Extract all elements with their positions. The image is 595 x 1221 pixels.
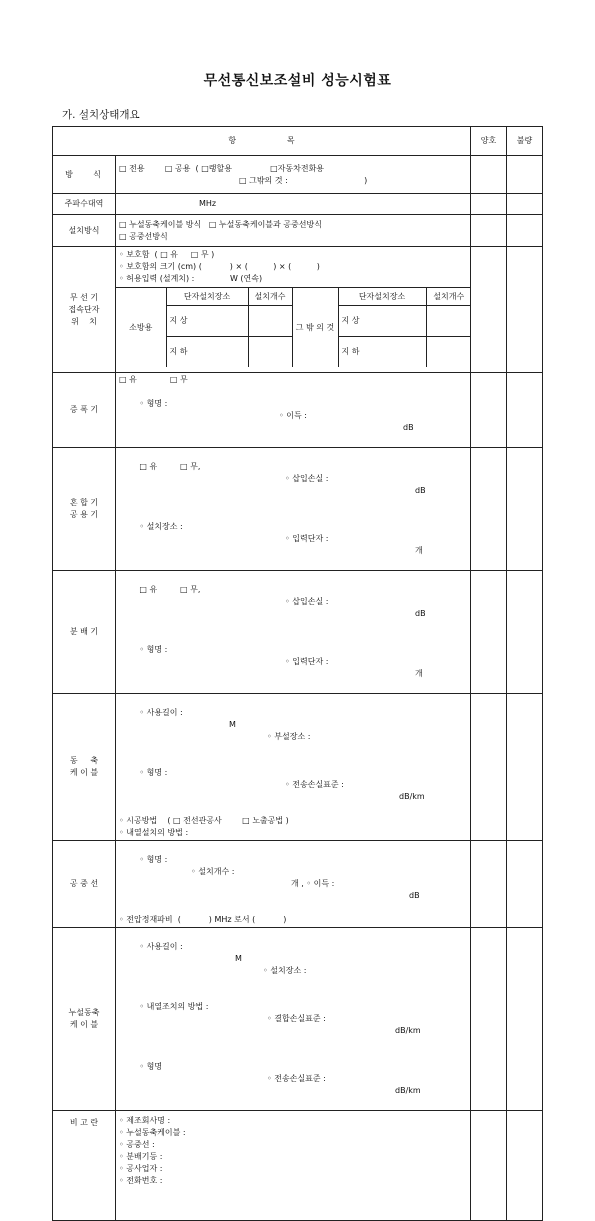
- leaky-label-1: 누설동축: [68, 1008, 100, 1017]
- check-good[interactable]: [471, 694, 507, 841]
- coax-length: ◦ 사용길이 :: [139, 708, 183, 717]
- check-good[interactable]: [471, 156, 507, 194]
- check-good[interactable]: [471, 928, 507, 1111]
- check-good[interactable]: [471, 373, 507, 448]
- antenna-gain: 개 , ◦ 이득 :: [291, 879, 335, 888]
- coax-line2[interactable]: [119, 755, 467, 815]
- row-leaky: [53, 928, 543, 1111]
- row-antenna: [53, 841, 543, 928]
- page-title: 무선통신보조설비 성능시험표: [203, 73, 392, 89]
- method-line2[interactable]: □ 그밖의 것 : ): [239, 175, 368, 185]
- coax-model: ◦ 형명 :: [139, 768, 168, 777]
- row-amp: [53, 373, 543, 448]
- sub-above-cell-2[interactable]: [338, 306, 426, 337]
- remark-item[interactable]: ◦ 누설동축케이블 :: [119, 1128, 186, 1137]
- antenna-model: ◦ 형명 :: [139, 855, 168, 864]
- row-coax: [53, 694, 543, 841]
- coax-loss: ◦ 전송손실표준 :: [285, 780, 344, 789]
- mixer-label-2: 공 용 기: [69, 510, 99, 519]
- divider-input-unit: 개: [415, 669, 423, 678]
- method-line1[interactable]: □ 전용 □ 공용 ( □랭할용 □자동차전화용: [119, 163, 325, 173]
- divider-yesno: □ 유 □ 무,: [139, 585, 201, 594]
- leaky-coupling: ◦ 결합손실표준 :: [267, 1014, 326, 1023]
- divider-line2[interactable]: [119, 632, 467, 692]
- antenna-line1[interactable]: [119, 842, 467, 914]
- divider-loss-unit: dB: [415, 609, 426, 618]
- sub-below-cell-2[interactable]: [338, 337, 426, 368]
- row-label-method: 방 식: [53, 156, 116, 194]
- check-good[interactable]: [471, 1111, 507, 1221]
- divider-loss: ◦ 삽입손실 :: [285, 597, 329, 606]
- row-content-install: [116, 215, 471, 247]
- row-content-freq[interactable]: [116, 194, 471, 215]
- terminal-subtable: [116, 287, 471, 367]
- row-install: [53, 215, 543, 247]
- row-terminal: [53, 247, 543, 373]
- row-label-mixer: [53, 448, 116, 571]
- table-header-row: [53, 127, 543, 156]
- coax-place: ◦ 부설장소 :: [267, 732, 311, 741]
- sub-loc-header-2: 단자설치장소: [338, 288, 426, 306]
- sub-below-cell[interactable]: [166, 337, 248, 368]
- check-good[interactable]: [471, 215, 507, 247]
- check-bad[interactable]: [507, 194, 543, 215]
- divider-line1[interactable]: [119, 572, 467, 632]
- check-good[interactable]: [471, 571, 507, 694]
- check-bad[interactable]: [507, 928, 543, 1111]
- leaky-line1[interactable]: [119, 929, 467, 989]
- check-bad[interactable]: [507, 215, 543, 247]
- check-good[interactable]: [471, 841, 507, 928]
- check-bad[interactable]: [507, 694, 543, 841]
- divider-model: ◦ 형명 :: [139, 645, 168, 654]
- terminal-line3[interactable]: ◦ 허용입력 (설계치) : W (연속): [119, 274, 263, 283]
- row-label-divider: 분 배 기: [53, 571, 116, 694]
- header-item: 항 목: [53, 127, 471, 156]
- terminal-line1[interactable]: ◦ 보호함 ( □ 유 □ 무 ): [119, 250, 215, 259]
- antenna-gain-unit: dB: [409, 891, 420, 900]
- inspection-table: [52, 126, 543, 1221]
- check-bad[interactable]: [507, 841, 543, 928]
- check-bad[interactable]: [507, 373, 543, 448]
- sub-above-count-2[interactable]: [426, 306, 471, 337]
- sub-above-label: 지 상: [169, 316, 188, 325]
- check-bad[interactable]: [507, 156, 543, 194]
- leaky-model: ◦ 형명: [139, 1062, 163, 1071]
- row-content-method: [116, 156, 471, 194]
- leaky-heat: ◦ 내열조치의 방법 :: [139, 1002, 209, 1011]
- amp-line2[interactable]: [119, 386, 467, 446]
- row-content-coax: [116, 694, 471, 841]
- amp-gain: ◦ 이득 :: [279, 411, 307, 420]
- row-label-leaky: [53, 928, 116, 1111]
- sub-below-count-2[interactable]: [426, 337, 471, 368]
- divider-input: ◦ 입력단자 :: [285, 657, 329, 666]
- remark-item[interactable]: ◦ 공중선 :: [119, 1140, 155, 1149]
- antenna-line2[interactable]: ◦ 전압정재파비 ( ) MHz 로서 ( ): [119, 915, 287, 924]
- leaky-line3[interactable]: [119, 1049, 467, 1109]
- row-content-mixer: [116, 448, 471, 571]
- mixer-location: ◦ 설치장소 :: [139, 522, 183, 531]
- row-method: [53, 156, 543, 194]
- leaky-length-unit: M: [235, 954, 242, 963]
- mixer-loss: ◦ 삽입손실 :: [285, 474, 329, 483]
- row-content-remarks: [116, 1111, 471, 1221]
- row-mixer: [53, 448, 543, 571]
- remark-item[interactable]: ◦ 제조회사명 :: [119, 1116, 171, 1125]
- coax-loss-unit: dB/km: [399, 792, 425, 801]
- check-bad[interactable]: [507, 247, 543, 373]
- leaky-label-2: 케 이 블: [69, 1020, 99, 1029]
- freq-unit: MHz: [199, 199, 217, 208]
- row-label-terminal: [53, 247, 116, 373]
- row-label-remarks: 비 고 란: [53, 1111, 116, 1221]
- amp-model: ◦ 형명 :: [139, 399, 168, 408]
- row-divider: [53, 571, 543, 694]
- sub-below-label: 지 하: [169, 347, 188, 356]
- coax-label-2: 케 이 블: [69, 768, 99, 777]
- mixer-input: ◦ 입력단자 :: [285, 534, 329, 543]
- mixer-input-unit: 개: [415, 546, 423, 555]
- leaky-line2[interactable]: [119, 989, 467, 1049]
- install-line2[interactable]: □ 공중선방식: [119, 231, 168, 241]
- terminal-label-2: 접속단자: [68, 304, 100, 314]
- sub-above-cell[interactable]: [166, 306, 248, 337]
- mixer-yesno: □ 유 □ 무,: [139, 462, 201, 471]
- row-freq: [53, 194, 543, 215]
- sub-cnt-header-2: 설치개수: [426, 288, 471, 306]
- sub-fire-label: 소방용: [116, 288, 166, 368]
- row-content-leaky: [116, 928, 471, 1111]
- amp-gain-unit: dB: [403, 423, 414, 432]
- remark-item[interactable]: ◦ 공사업자 :: [119, 1164, 163, 1173]
- mixer-label-1: 혼 합 기: [69, 498, 99, 507]
- sub-cnt-header: 설치개수: [248, 288, 292, 306]
- remark-item[interactable]: ◦ 전화번호 :: [119, 1176, 163, 1185]
- row-label-coax: [53, 694, 116, 841]
- leaky-coupling-unit: dB/km: [395, 1026, 421, 1035]
- coax-label-1: 동 축: [69, 756, 99, 765]
- row-content-divider: [116, 571, 471, 694]
- install-line1[interactable]: □ 누설동축케이블 방식 □ 누설동축케이블과 공중선방식: [119, 219, 322, 229]
- terminal-line2[interactable]: ◦ 보호함의 크기 (cm) ( ) × ( ) × ( ): [119, 262, 320, 271]
- check-good[interactable]: [471, 247, 507, 373]
- header-good: 양호: [471, 127, 507, 156]
- section-title: 가. 설치상태개요: [62, 109, 140, 121]
- check-good[interactable]: [471, 194, 507, 215]
- leaky-loss: ◦ 전송손실표준 :: [267, 1074, 326, 1083]
- coax-line3[interactable]: ◦ 시공방법 ( □ 전선관공사 □ 노출공법 ): [119, 816, 289, 825]
- row-content-terminal: [116, 247, 471, 373]
- coax-line1[interactable]: [119, 695, 467, 755]
- row-remarks: [53, 1111, 543, 1221]
- sub-above-label-2: 지 상: [341, 316, 360, 325]
- row-content-antenna: [116, 841, 471, 928]
- row-content-amp: [116, 373, 471, 448]
- sub-above-count[interactable]: [248, 306, 292, 337]
- mixer-loss-unit: dB: [415, 486, 426, 495]
- mixer-line1[interactable]: [119, 449, 467, 509]
- coax-length-unit: M: [229, 720, 236, 729]
- antenna-count: ◦ 설치개수 :: [191, 867, 235, 876]
- leaky-length: ◦ 사용길이 :: [139, 942, 183, 951]
- row-label-freq: 주파수대역: [53, 194, 116, 215]
- row-label-install: 설치방식: [53, 215, 116, 247]
- row-label-amp: 증 폭 기: [53, 373, 116, 448]
- mixer-line2[interactable]: [119, 509, 467, 569]
- check-bad[interactable]: [507, 571, 543, 694]
- sub-below-label-2: 지 하: [341, 347, 360, 356]
- check-bad[interactable]: [507, 1111, 543, 1221]
- amp-line1[interactable]: □ 유 □ 무: [119, 375, 188, 384]
- sub-loc-header: 단자설치장소: [166, 288, 248, 306]
- check-bad[interactable]: [507, 448, 543, 571]
- leaky-place: ◦ 설치장소 :: [263, 966, 307, 975]
- check-good[interactable]: [471, 448, 507, 571]
- leaky-loss-unit: dB/km: [395, 1086, 421, 1095]
- sub-below-count[interactable]: [248, 337, 292, 368]
- row-label-antenna: 공 중 선: [53, 841, 116, 928]
- terminal-label-3: 위 치: [71, 316, 97, 326]
- terminal-label-1: 무 선 기: [69, 292, 99, 302]
- remark-item[interactable]: ◦ 분배기등 :: [119, 1152, 163, 1161]
- header-bad: 불량: [507, 127, 543, 156]
- coax-line4[interactable]: ◦ 내열설치의 방법 :: [119, 828, 189, 837]
- sub-other-label: 그 밖 의 것: [292, 288, 338, 368]
